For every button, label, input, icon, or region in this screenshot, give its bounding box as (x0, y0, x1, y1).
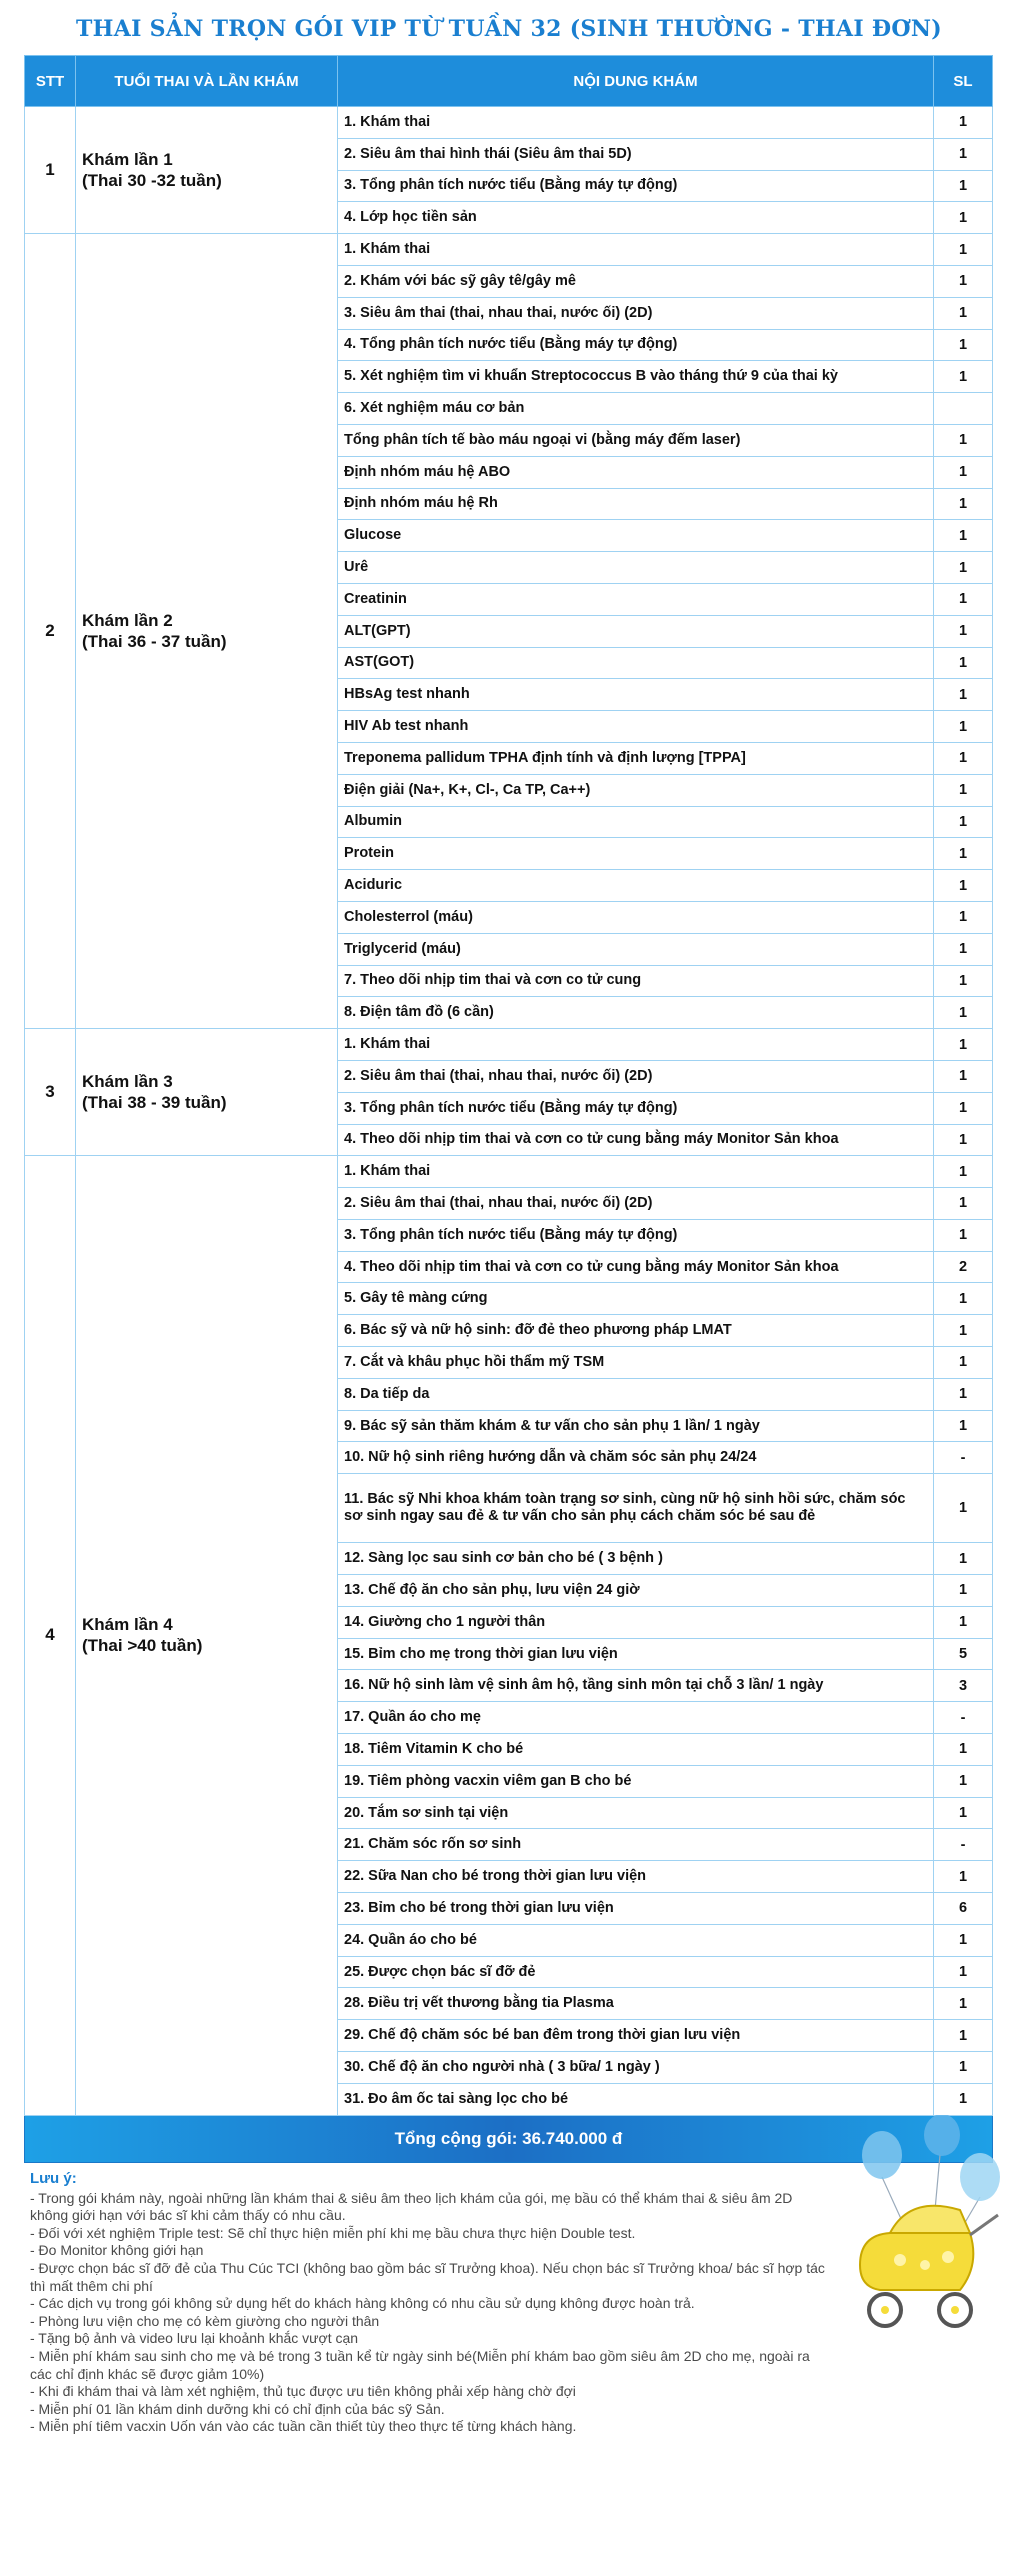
balloon-icon (960, 2153, 1000, 2201)
exam-item: 2. Khám với bác sỹ gây tê/gây mê (338, 265, 934, 297)
exam-item: 7. Cắt và khâu phục hồi thẩm mỹ TSM (338, 1347, 934, 1379)
table-row (25, 107, 993, 139)
exam-quantity: 1 (934, 520, 993, 552)
note-line: - Trong gói khám này, ngoài những lần khám thai & siêu âm theo lịch khám của gói, mẹ bầu có thể khám thai & siêu âm 2D không giới hạn với bác sĩ khi cảm thấy có nhu cầu. (30, 2189, 793, 2224)
visit-label (76, 234, 338, 1029)
exam-quantity: 1 (934, 901, 993, 933)
exam-item: 6. Bác sỹ và nữ hộ sinh: đỡ đẻ theo phương pháp LMAT (338, 1315, 934, 1347)
exam-quantity: 1 (934, 742, 993, 774)
exam-item: 28. Điều trị vết thương bằng tia Plasma (338, 1988, 934, 2020)
exam-item: 22. Sữa Nan cho bé trong thời gian lưu viện (338, 1861, 934, 1893)
notes-list (30, 2190, 830, 2436)
note-line: - Được chọn bác sĩ đỡ đẻ của Thu Cúc TCI (không bao gồm bác sĩ Trưởng khoa). Nếu chọn bác sĩ Trưởng khoa/ bác sĩ hợp tác thì mất thêm chi phí (30, 2259, 825, 2294)
exam-quantity: 1 (934, 1410, 993, 1442)
exam-item: Glucose (338, 520, 934, 552)
header-qty: SL (934, 56, 993, 107)
exam-quantity: 1 (934, 456, 993, 488)
exam-item: 21. Chăm sóc rốn sơ sinh (338, 1829, 934, 1861)
note-line: - Miễn phí khám sau sinh cho mẹ và bé trong 3 tuần kể từ ngày sinh bé(Miễn phí khám bao gồm siêu âm 2D cho mẹ, ngoài ra các chỉ định khác sẽ được giảm 10%) (30, 2347, 810, 2382)
exam-item: 7. Theo dõi nhịp tim thai và cơn co tử cung (338, 965, 934, 997)
exam-item: 20. Tắm sơ sinh tại viện (338, 1797, 934, 1829)
exam-item: 3. Tổng phân tích nước tiểu (Bằng máy tự động) (338, 1219, 934, 1251)
note-line: - Khi đi khám thai và làm xét nghiệm, thủ tục được ưu tiên không phải xếp hàng chờ đợi (30, 2383, 576, 2400)
exam-quantity: 1 (934, 1606, 993, 1638)
exam-item: HBsAg test nhanh (338, 679, 934, 711)
exam-item: 1. Khám thai (338, 1156, 934, 1188)
balloon-icon (924, 2115, 960, 2156)
exam-quantity: 1 (934, 1315, 993, 1347)
exam-quantity: 1 (934, 583, 993, 615)
exam-quantity: 1 (934, 265, 993, 297)
exam-quantity: 1 (934, 1956, 993, 1988)
exam-item: 1. Khám thai (338, 107, 934, 139)
visit-number: 1 (25, 107, 76, 234)
table-header-row (25, 56, 993, 107)
exam-item: 16. Nữ hộ sinh làm vệ sinh âm hộ, tầng sinh môn tại chỗ 3 lần/ 1 ngày (338, 1670, 934, 1702)
visit-name: Khám lần 2 (82, 611, 173, 631)
note-line: - Miễn phí tiêm vacxin Uốn ván vào các tuần cần thiết tùy theo thực tế từng khách hàng. (30, 2418, 577, 2435)
visit-number: 2 (25, 234, 76, 1029)
exam-item: 13. Chế độ ăn cho sản phụ, lưu viện 24 giờ (338, 1575, 934, 1607)
exam-quantity: 1 (934, 1060, 993, 1092)
exam-item: 30. Chế độ ăn cho người nhà ( 3 bữa/ 1 ngày ) (338, 2052, 934, 2084)
exam-item: 11. Bác sỹ Nhi khoa khám toàn trạng sơ sinh, cùng nữ hộ sinh hồi sức, chăm sóc sơ sinh ngay sau đẻ & tư vấn cho sản phụ cách chăm sóc bé sau đẻ (338, 1474, 934, 1543)
exam-item: Aciduric (338, 870, 934, 902)
exam-quantity: 1 (934, 552, 993, 584)
exam-quantity: 1 (934, 329, 993, 361)
exam-item: 8. Da tiếp da (338, 1378, 934, 1410)
visit-name: Khám lần 3 (82, 1072, 173, 1092)
exam-item: Định nhóm máu hệ Rh (338, 488, 934, 520)
exam-item: 8. Điện tâm đồ (6 cần) (338, 997, 934, 1029)
balloon-icon (862, 2131, 902, 2179)
exam-quantity: 1 (934, 1347, 993, 1379)
visit-label (76, 1156, 338, 2115)
exam-quantity: - (934, 1442, 993, 1474)
exam-quantity: 1 (934, 424, 993, 456)
note-line: - Phòng lưu viện cho mẹ có kèm giường cho người thân (30, 2312, 380, 2329)
exam-quantity: 1 (934, 138, 993, 170)
exam-quantity: 1 (934, 679, 993, 711)
exam-quantity: 1 (934, 1378, 993, 1410)
exam-quantity: 3 (934, 1670, 993, 1702)
page-title: THAI SẢN TRỌN GÓI VIP TỪ TUẦN 32 (SINH THƯỜNG - THAI ĐƠN) (75, 16, 943, 42)
exam-quantity: 1 (934, 2052, 993, 2084)
exam-item: Tổng phân tích tế bào máu ngoại vi (bằng máy đếm laser) (338, 424, 934, 456)
note-line: - Đối với xét nghiệm Triple test: Sẽ chỉ thực hiện miễn phí khi mẹ bầu chưa thực hiện Double test. (30, 2224, 636, 2241)
exam-item: 1. Khám thai (338, 1029, 934, 1061)
exam-item: Protein (338, 838, 934, 870)
visit-name: Khám lần 4 (82, 1615, 173, 1635)
exam-item: 4. Theo dõi nhịp tim thai và cơn co tử cung bằng máy Monitor Sản khoa (338, 1124, 934, 1156)
exam-quantity: 1 (934, 2083, 993, 2115)
visit-label (76, 1029, 338, 1156)
exam-item: Triglycerid (máu) (338, 933, 934, 965)
exam-item: 24. Quần áo cho bé (338, 1924, 934, 1956)
exam-item: 25. Được chọn bác sĩ đỡ đẻ (338, 1956, 934, 1988)
exam-item: 3. Tổng phân tích nước tiểu (Bằng máy tự động) (338, 1092, 934, 1124)
visit-gestation: (Thai 30 -32 tuần) (82, 171, 222, 191)
exam-quantity: 1 (934, 933, 993, 965)
notes-title: Lưu ý: (30, 2170, 77, 2187)
exam-quantity: 5 (934, 1638, 993, 1670)
exam-quantity: 1 (934, 1156, 993, 1188)
exam-item: 15. Bỉm cho mẹ trong thời gian lưu viện (338, 1638, 934, 1670)
exam-item: 4. Tổng phân tích nước tiểu (Bằng máy tự động) (338, 329, 934, 361)
exam-quantity: 1 (934, 488, 993, 520)
exam-quantity: 1 (934, 1219, 993, 1251)
exam-item: Urê (338, 552, 934, 584)
visit-gestation: (Thai 38 - 39 tuần) (82, 1093, 227, 1113)
exam-quantity: 1 (934, 297, 993, 329)
exam-item: 14. Giường cho 1 người thân (338, 1606, 934, 1638)
exam-quantity: 1 (934, 234, 993, 266)
exam-item: 19. Tiêm phòng vacxin viêm gan B cho bé (338, 1765, 934, 1797)
exam-item: 4. Theo dõi nhịp tim thai và cơn co tử cung bằng máy Monitor Sản khoa (338, 1251, 934, 1283)
total-price: Tổng cộng gói: 36.740.000 đ (25, 2115, 993, 2162)
exam-quantity: 1 (934, 615, 993, 647)
exam-quantity: 1 (934, 647, 993, 679)
exam-item: Cholesterrol (máu) (338, 901, 934, 933)
visit-gestation: (Thai 36 - 37 tuần) (82, 632, 227, 652)
exam-quantity: 1 (934, 107, 993, 139)
exam-quantity: 1 (934, 1474, 993, 1543)
visit-number: 3 (25, 1029, 76, 1156)
exam-quantity: 1 (934, 1861, 993, 1893)
note-line: - Miễn phí 01 lần khám dinh dưỡng khi có chỉ định của bác sỹ Sản. (30, 2400, 445, 2417)
table-body (25, 107, 993, 2116)
exam-quantity: 1 (934, 870, 993, 902)
package-table (24, 55, 993, 2163)
exam-quantity: 1 (934, 1124, 993, 1156)
table-row (25, 234, 993, 266)
exam-quantity: 1 (934, 170, 993, 202)
exam-item: AST(GOT) (338, 647, 934, 679)
exam-item: ALT(GPT) (338, 615, 934, 647)
exam-item: 23. Bỉm cho bé trong thời gian lưu viện (338, 1893, 934, 1925)
exam-quantity: - (934, 1702, 993, 1734)
exam-item: 9. Bác sỹ sản thăm khám & tư vấn cho sản phụ 1 lần/ 1 ngày (338, 1410, 934, 1442)
exam-quantity: 1 (934, 1734, 993, 1766)
exam-quantity: 1 (934, 1543, 993, 1575)
exam-quantity: 1 (934, 361, 993, 393)
exam-quantity: 2 (934, 1251, 993, 1283)
table-row (25, 1029, 993, 1061)
exam-quantity: 1 (934, 1765, 993, 1797)
visit-number: 4 (25, 1156, 76, 2115)
exam-quantity: 1 (934, 1924, 993, 1956)
note-line: - Các dịch vụ trong gói không sử dụng hết do khách hàng không có nhu cầu sử dụng không được hoàn trả. (30, 2295, 695, 2312)
exam-quantity: - (934, 1829, 993, 1861)
exam-quantity: 6 (934, 1893, 993, 1925)
exam-quantity: 1 (934, 838, 993, 870)
exam-item: Treponema pallidum TPHA định tính và định lượng [TPPA] (338, 742, 934, 774)
exam-quantity (934, 393, 993, 425)
exam-quantity: 1 (934, 1188, 993, 1220)
exam-item: 5. Gây tê màng cứng (338, 1283, 934, 1315)
exam-item: Albumin (338, 806, 934, 838)
exam-item: 3. Tổng phân tích nước tiểu (Bằng máy tự động) (338, 170, 934, 202)
exam-item: 18. Tiêm Vitamin K cho bé (338, 1734, 934, 1766)
exam-quantity: 1 (934, 202, 993, 234)
table-row (25, 1156, 993, 1188)
exam-quantity: 1 (934, 711, 993, 743)
note-line: - Tặng bộ ảnh và video lưu lại khoảnh khắc vượt cạn (30, 2330, 359, 2347)
header-stt: STT (25, 56, 76, 107)
exam-item: Creatinin (338, 583, 934, 615)
exam-item: 4. Lớp học tiền sản (338, 202, 934, 234)
visit-name: Khám lần 1 (82, 150, 173, 170)
exam-item: 6. Xét nghiệm máu cơ bản (338, 393, 934, 425)
exam-quantity: 1 (934, 1092, 993, 1124)
exam-item: 3. Siêu âm thai (thai, nhau thai, nước ối) (2D) (338, 297, 934, 329)
exam-item: 2. Siêu âm thai (thai, nhau thai, nước ối) (2D) (338, 1188, 934, 1220)
exam-quantity: 1 (934, 1575, 993, 1607)
exam-item: 2. Siêu âm thai hình thái (Siêu âm thai 5D) (338, 138, 934, 170)
exam-item: 17. Quần áo cho mẹ (338, 1702, 934, 1734)
exam-item: HIV Ab test nhanh (338, 711, 934, 743)
header-visit: TUỔI THAI VÀ LẦN KHÁM (76, 56, 338, 107)
exam-item: 10. Nữ hộ sinh riêng hướng dẫn và chăm sóc sản phụ 24/24 (338, 1442, 934, 1474)
visit-label (76, 107, 338, 234)
exam-quantity: 1 (934, 1029, 993, 1061)
notes-section (30, 2170, 830, 2436)
visit-gestation: (Thai >40 tuần) (82, 1636, 203, 1656)
exam-item: 1. Khám thai (338, 234, 934, 266)
exam-quantity: 1 (934, 1797, 993, 1829)
baby-stroller-illustration (830, 2115, 1010, 2345)
exam-item: 31. Đo âm ốc tai sàng lọc cho bé (338, 2083, 934, 2115)
header-content: NỘI DUNG KHÁM (338, 56, 934, 107)
exam-quantity: 1 (934, 2020, 993, 2052)
exam-quantity: 1 (934, 806, 993, 838)
exam-quantity: 1 (934, 1283, 993, 1315)
exam-item: Định nhóm máu hệ ABO (338, 456, 934, 488)
exam-quantity: 1 (934, 997, 993, 1029)
exam-quantity: 1 (934, 774, 993, 806)
note-line: - Đo Monitor không giới hạn (30, 2242, 204, 2259)
exam-item: Điện giải (Na+, K+, Cl-, Ca TP, Ca++) (338, 774, 934, 806)
exam-quantity: 1 (934, 1988, 993, 2020)
exam-quantity: 1 (934, 965, 993, 997)
exam-item: 12. Sàng lọc sau sinh cơ bản cho bé ( 3 bệnh ) (338, 1543, 934, 1575)
exam-item: 29. Chế độ chăm sóc bé ban đêm trong thời gian lưu viện (338, 2020, 934, 2052)
exam-item: 2. Siêu âm thai (thai, nhau thai, nước ối) (2D) (338, 1060, 934, 1092)
exam-item: 5. Xét nghiệm tìm vi khuẩn Streptococcus B vào tháng thứ 9 của thai kỳ (338, 361, 934, 393)
